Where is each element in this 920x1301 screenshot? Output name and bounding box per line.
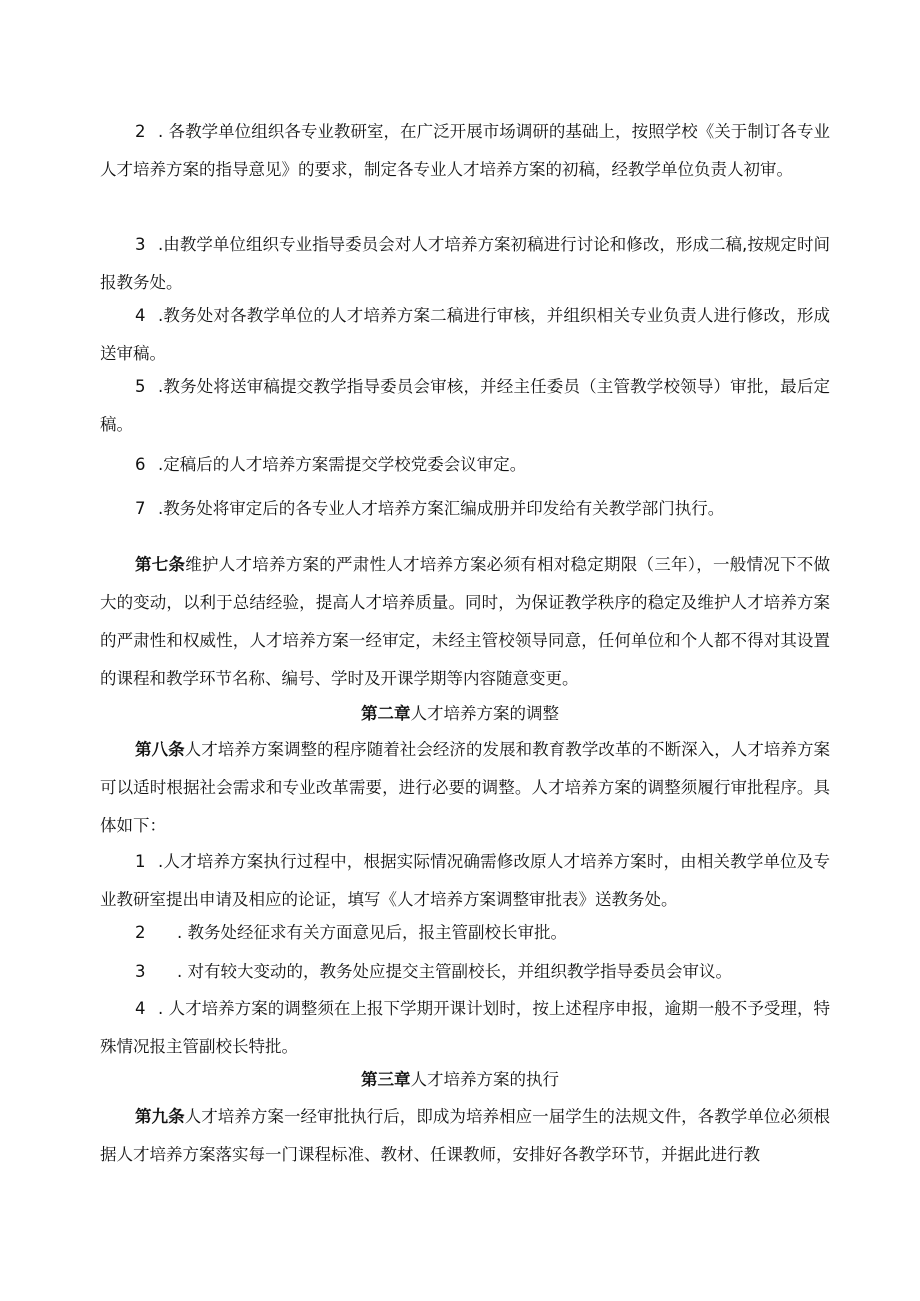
list-number: 4 xyxy=(135,306,146,325)
list-text: . 各教学单位组织各专业教研室，在广泛开展市场调研的基础上，按照学校《关于制订各专业人才培养方案的指导意见》的要求，制定各专业人才培养方案的初稿，经教学单位负责人初审。 xyxy=(100,122,830,179)
list-number: 1 xyxy=(135,852,146,871)
article-8 xyxy=(100,731,830,845)
list-text: . 人才培养方案的调整须在上报下学期开课计划时，按上述程序申报，逾期一般不予受理，特殊情况报主管副校长特批。 xyxy=(100,999,830,1056)
list-b-item-3 xyxy=(100,953,830,991)
list-number: 5 xyxy=(135,377,146,396)
article-label: 第八条 xyxy=(135,740,185,759)
list-a-item-2 xyxy=(100,113,830,189)
article-text: 人才培养方案调整的程序随着社会经济的发展和教育教学改革的不断深入，人才培养方案可以适时根据社会需求和专业改革需要，进行必要的调整。人才培养方案的调整须履行审批程序。具体如下： xyxy=(100,740,831,835)
list-text: .定稿后的人才培养方案需提交学校党委会议审定。 xyxy=(158,455,527,474)
list-text: .教务处对各教学单位的人才培养方案二稿进行审核，并组织相关专业负责人进行修改，形成送审稿。 xyxy=(100,306,830,363)
list-b-item-1 xyxy=(100,843,830,919)
list-number: 3 xyxy=(135,962,146,981)
article-label: 第七条 xyxy=(135,555,186,574)
list-b-item-2 xyxy=(100,914,830,952)
chapter-title: 人才培养方案的执行 xyxy=(410,1070,559,1089)
chapter-title: 人才培养方案的调整 xyxy=(410,704,559,723)
list-text: .由教学单位组织专业指导委员会对人才培养方案初稿进行讨论和修改，形成二稿,按规定时间报教务处。 xyxy=(100,235,830,292)
list-a-item-3 xyxy=(100,226,830,302)
list-text: .教务处将送审稿提交教学指导委员会审核，并经主任委员（主管教学校领导）审批，最后定稿。 xyxy=(100,377,830,434)
list-a-item-4 xyxy=(100,297,830,373)
article-label: 第九条 xyxy=(135,1107,185,1126)
list-number: 2 xyxy=(135,923,146,942)
list-number: 4 xyxy=(135,999,146,1018)
list-number: 7 xyxy=(135,499,146,518)
list-number: 6 xyxy=(135,455,146,474)
list-a-item-5 xyxy=(100,368,830,444)
list-number: 3 xyxy=(135,235,146,254)
list-text: .人才培养方案执行过程中，根据实际情况确需修改原人才培养方案时，由相关教学单位及专业教研室提出申请及相应的论证，填写《人才培养方案调整审批表》送教务处。 xyxy=(100,852,830,909)
chapter-3-heading xyxy=(0,1061,920,1099)
list-a-item-6 xyxy=(100,446,830,484)
list-b-item-4 xyxy=(100,990,830,1066)
article-7 xyxy=(100,546,830,698)
list-number: 2 xyxy=(135,122,146,141)
article-text: 人才培养方案一经审批执行后，即成为培养相应一届学生的法规文件，各教学单位必须根据人才培养方案落实每一门课程标准、教材、任课教师，安排好各教学环节，并据此进行教 xyxy=(100,1107,831,1164)
chapter-label: 第三章 xyxy=(361,1070,411,1089)
chapter-2-heading xyxy=(0,695,920,733)
article-text: 维护人才培养方案的严肃性人才培养方案必须有相对稳定期限（三年），一般情况下不做大的变动，以利于总结经验，提高人才培养质量。同时，为保证教学秩序的稳定及维护人才培养方案的严肃性和权威性，人才培养方案一经审定，未经主管校领导同意，任何单位和个人都不得对其设置的课程和教学环节名称、编号、学时及开课学期等内容随意变更。 xyxy=(100,555,830,688)
list-a-item-7 xyxy=(100,490,830,528)
chapter-label: 第二章 xyxy=(361,704,411,723)
article-9 xyxy=(100,1098,830,1174)
list-text: .教务处将审定后的各专业人才培养方案汇编成册并印发给有关教学部门执行。 xyxy=(158,499,725,518)
list-text: . 教务处经征求有关方面意见后，报主管副校长审批。 xyxy=(177,923,567,942)
list-text: . 对有较大变动的，教务处应提交主管副校长，并组织教学指导委员会审议。 xyxy=(177,962,732,981)
